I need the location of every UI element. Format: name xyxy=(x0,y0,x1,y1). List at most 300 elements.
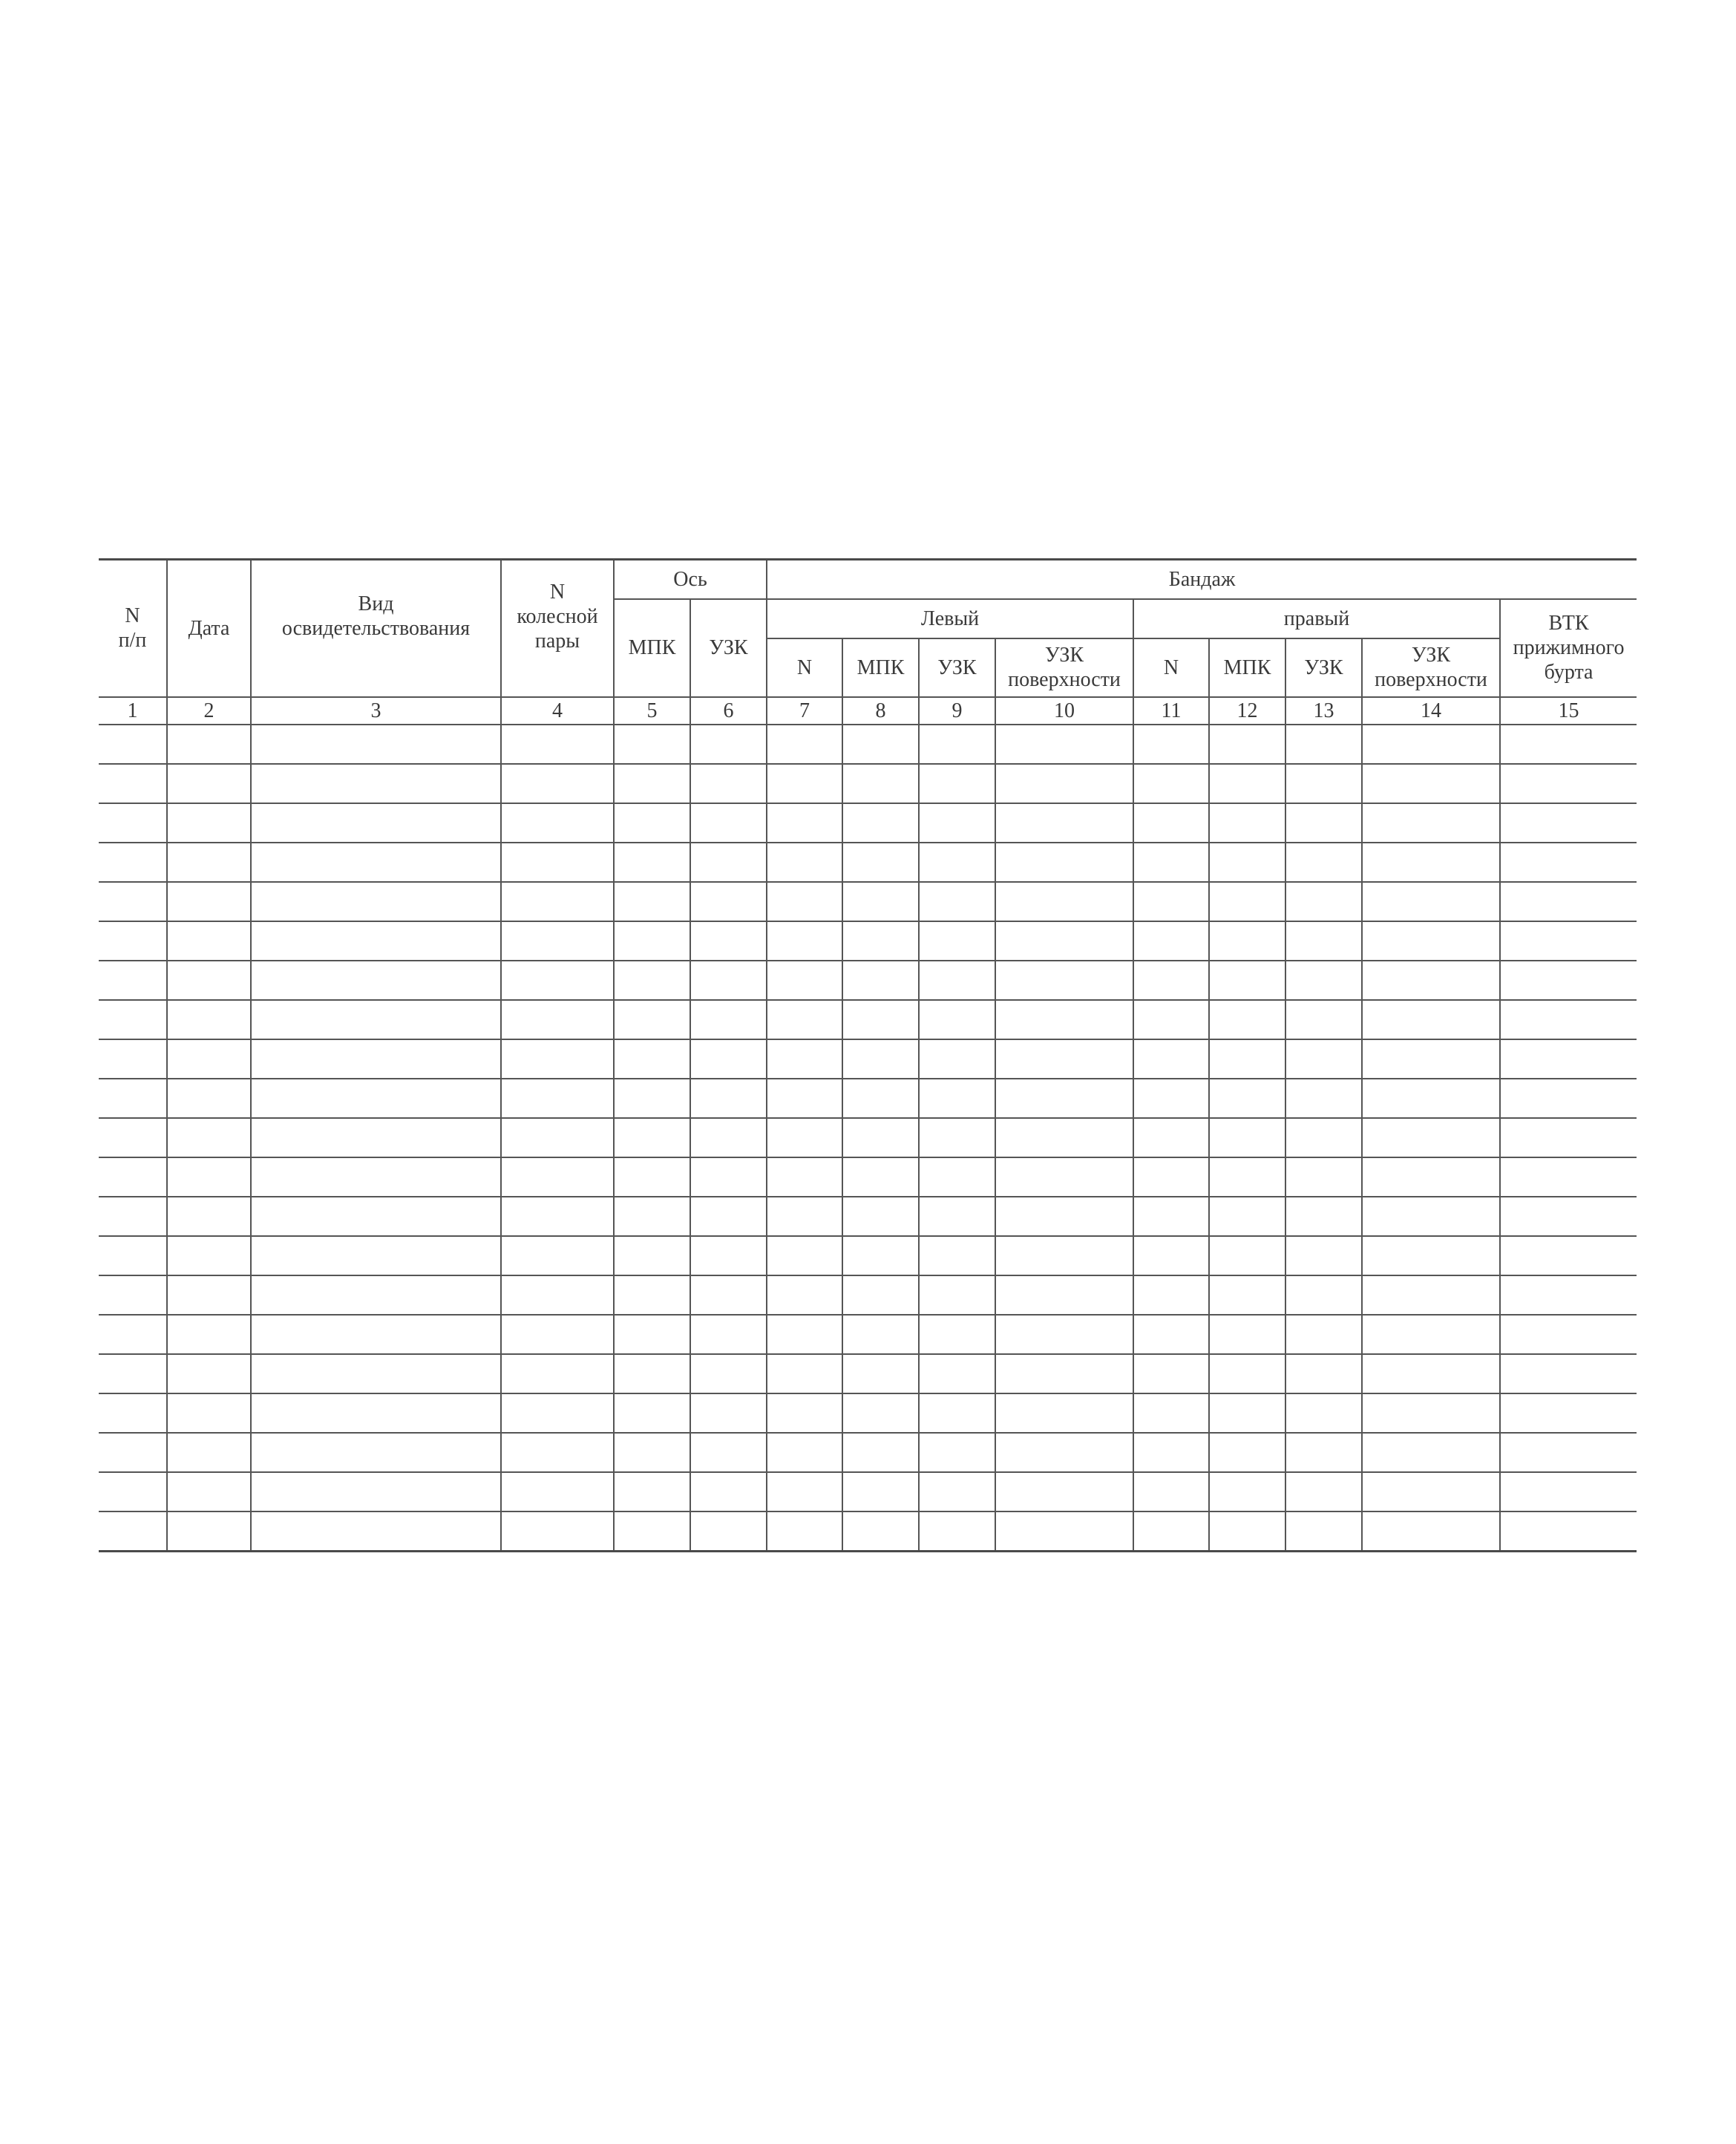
table-cell xyxy=(842,1433,919,1472)
table-cell xyxy=(690,882,767,921)
header-n-pp xyxy=(99,560,167,697)
table-cell xyxy=(767,1393,842,1433)
table-body xyxy=(99,725,1637,1552)
table-cell xyxy=(1362,1197,1500,1236)
table-cell xyxy=(919,1197,995,1236)
table-cell xyxy=(1133,1393,1209,1433)
header-wheelset-number-text: N колесной пары xyxy=(517,580,598,653)
table-cell xyxy=(1500,961,1637,1000)
table-cell xyxy=(919,1393,995,1433)
table-cell xyxy=(1209,1079,1285,1118)
table-cell xyxy=(995,1118,1133,1157)
table-cell xyxy=(167,1236,251,1275)
table-cell xyxy=(995,725,1133,764)
table-cell xyxy=(1362,843,1500,882)
table-cell xyxy=(1500,1000,1637,1039)
column-number-14: 14 xyxy=(1362,697,1500,725)
table-cell xyxy=(1133,1236,1209,1275)
table-cell xyxy=(842,843,919,882)
table-cell xyxy=(1133,1039,1209,1079)
table-cell xyxy=(842,882,919,921)
header-left-uzk xyxy=(919,638,995,697)
table-cell xyxy=(1133,1157,1209,1197)
table-cell xyxy=(690,961,767,1000)
table-cell xyxy=(1209,803,1285,843)
table-cell xyxy=(167,764,251,803)
header-left-n xyxy=(767,638,842,697)
table-cell xyxy=(99,1157,167,1197)
table-cell xyxy=(1133,1315,1209,1354)
table-cell xyxy=(614,1236,690,1275)
column-number-11: 11 xyxy=(1133,697,1209,725)
table-cell xyxy=(1209,1393,1285,1433)
table-cell xyxy=(501,1079,614,1118)
table-cell xyxy=(995,1157,1133,1197)
table-cell xyxy=(1362,1118,1500,1157)
table-cell xyxy=(842,1511,919,1552)
column-number-15: 15 xyxy=(1500,697,1637,725)
table-cell xyxy=(614,961,690,1000)
table-cell xyxy=(614,1511,690,1552)
table-cell xyxy=(1362,725,1500,764)
table-cell xyxy=(995,1275,1133,1315)
header-vtk xyxy=(1500,599,1637,697)
table-cell xyxy=(1133,1511,1209,1552)
table-cell xyxy=(1500,1197,1637,1236)
table-cell xyxy=(995,1472,1133,1511)
table-cell xyxy=(1209,1118,1285,1157)
table-cell xyxy=(1285,1079,1362,1118)
table-row xyxy=(99,1118,1637,1157)
table-cell xyxy=(1500,1118,1637,1157)
table-cell xyxy=(99,803,167,843)
table-cell xyxy=(251,764,501,803)
table-cell xyxy=(690,1079,767,1118)
header-axle-uzk xyxy=(690,599,767,697)
header-right-text: правый xyxy=(1283,607,1350,630)
table-cell xyxy=(501,1236,614,1275)
table-cell xyxy=(167,1315,251,1354)
table-cell xyxy=(167,803,251,843)
table-cell xyxy=(251,803,501,843)
table-cell xyxy=(1209,1197,1285,1236)
table-cell xyxy=(919,1157,995,1197)
table-cell xyxy=(842,1039,919,1079)
table-cell xyxy=(501,1039,614,1079)
table-cell xyxy=(614,1315,690,1354)
table-cell xyxy=(501,1511,614,1552)
table-cell xyxy=(167,1393,251,1433)
column-number-8: 8 xyxy=(842,697,919,725)
table-cell xyxy=(167,1354,251,1393)
table-cell xyxy=(501,1157,614,1197)
table-cell xyxy=(501,921,614,961)
table-cell xyxy=(99,725,167,764)
table-cell xyxy=(1133,764,1209,803)
table-cell xyxy=(1500,1354,1637,1393)
table-cell xyxy=(1362,882,1500,921)
header-left-uzk-text: УЗК xyxy=(937,656,977,679)
table-cell xyxy=(690,1236,767,1275)
table-cell xyxy=(1362,764,1500,803)
table-cell xyxy=(1285,764,1362,803)
table-row xyxy=(99,843,1637,882)
table-cell xyxy=(1285,1039,1362,1079)
table-row xyxy=(99,1079,1637,1118)
table-cell xyxy=(501,1393,614,1433)
table-cell xyxy=(842,1393,919,1433)
table-cell xyxy=(995,882,1133,921)
table-cell xyxy=(1285,1275,1362,1315)
header-vtk-text: ВТК прижимного бурта xyxy=(1513,612,1625,684)
table-cell xyxy=(1133,1118,1209,1157)
table-cell xyxy=(1500,1236,1637,1275)
table-cell xyxy=(1500,803,1637,843)
table-cell xyxy=(919,1000,995,1039)
table-cell xyxy=(1133,961,1209,1000)
table-cell xyxy=(251,1236,501,1275)
table-cell xyxy=(995,1315,1133,1354)
table-cell xyxy=(1209,1354,1285,1393)
header-right-uzk-surface-text: УЗК поверхности xyxy=(1375,644,1487,691)
table-cell xyxy=(1362,921,1500,961)
table-cell xyxy=(1362,1511,1500,1552)
table-cell xyxy=(995,1197,1133,1236)
table-cell xyxy=(767,1433,842,1472)
table-cell xyxy=(842,961,919,1000)
table-cell xyxy=(167,1079,251,1118)
table-cell xyxy=(842,1472,919,1511)
table-cell xyxy=(767,961,842,1000)
table-row xyxy=(99,882,1637,921)
table-cell xyxy=(919,803,995,843)
column-number-2: 2 xyxy=(167,697,251,725)
table-cell xyxy=(767,1000,842,1039)
table-cell xyxy=(501,1472,614,1511)
table-cell xyxy=(767,1354,842,1393)
table-cell xyxy=(251,1118,501,1157)
column-number-12: 12 xyxy=(1209,697,1285,725)
table-cell xyxy=(767,843,842,882)
table-cell xyxy=(614,1079,690,1118)
table-cell xyxy=(1285,1118,1362,1157)
table-cell xyxy=(995,1511,1133,1552)
header-right xyxy=(1133,599,1500,638)
table-row xyxy=(99,1000,1637,1039)
table-cell xyxy=(767,921,842,961)
table-row xyxy=(99,921,1637,961)
table-cell xyxy=(1209,725,1285,764)
table-cell xyxy=(614,1354,690,1393)
table-cell xyxy=(919,725,995,764)
table-cell xyxy=(1285,1315,1362,1354)
inspection-log-table xyxy=(99,558,1637,1552)
header-date-text: Дата xyxy=(188,616,230,640)
table-cell xyxy=(1285,843,1362,882)
table-cell xyxy=(1362,1157,1500,1197)
header-left-mpk-text: МПК xyxy=(856,656,905,679)
table-cell xyxy=(99,1197,167,1236)
table-cell xyxy=(251,843,501,882)
table-row xyxy=(99,1236,1637,1275)
table-cell xyxy=(1209,1472,1285,1511)
table-cell xyxy=(1209,1315,1285,1354)
table-cell xyxy=(99,961,167,1000)
table-cell xyxy=(251,961,501,1000)
table-cell xyxy=(167,921,251,961)
table-cell xyxy=(167,1197,251,1236)
table-cell xyxy=(167,725,251,764)
table-cell xyxy=(690,1511,767,1552)
table-cell xyxy=(842,1315,919,1354)
table-cell xyxy=(919,1039,995,1079)
table-cell xyxy=(919,921,995,961)
table-cell xyxy=(842,1354,919,1393)
table-cell xyxy=(1285,882,1362,921)
table-cell xyxy=(1285,1511,1362,1552)
header-left-uzk-surface xyxy=(995,638,1133,697)
table-cell xyxy=(1500,1511,1637,1552)
table-cell xyxy=(1285,1433,1362,1472)
table-cell xyxy=(1285,921,1362,961)
table-cell xyxy=(251,1275,501,1315)
table-cell xyxy=(1209,764,1285,803)
table-cell xyxy=(501,882,614,921)
table-row xyxy=(99,764,1637,803)
table-cell xyxy=(690,1433,767,1472)
table-cell xyxy=(1285,1354,1362,1393)
table-cell xyxy=(1362,1393,1500,1433)
table-row xyxy=(99,1157,1637,1197)
table-cell xyxy=(251,1354,501,1393)
table-cell xyxy=(1285,1393,1362,1433)
table-cell xyxy=(251,1315,501,1354)
header-axle-text: Ось xyxy=(673,567,707,591)
column-number-13: 13 xyxy=(1285,697,1362,725)
table-cell xyxy=(1362,1000,1500,1039)
table-cell xyxy=(1362,1315,1500,1354)
table-cell xyxy=(99,764,167,803)
table-cell xyxy=(1209,1236,1285,1275)
table-cell xyxy=(501,803,614,843)
table-cell xyxy=(767,803,842,843)
table-cell xyxy=(1285,1157,1362,1197)
column-number-9: 9 xyxy=(919,697,995,725)
table-cell xyxy=(99,1315,167,1354)
header-right-n-text: N xyxy=(1163,656,1179,679)
table-cell xyxy=(167,1472,251,1511)
header-tire xyxy=(767,560,1637,599)
table-cell xyxy=(767,1079,842,1118)
table-cell xyxy=(767,1157,842,1197)
table-cell xyxy=(1500,764,1637,803)
table-cell xyxy=(919,1118,995,1157)
table-cell xyxy=(995,843,1133,882)
column-number-row xyxy=(99,697,1637,725)
header-axle xyxy=(614,560,767,599)
table-row xyxy=(99,1433,1637,1472)
table-cell xyxy=(1285,725,1362,764)
table-cell xyxy=(919,1079,995,1118)
table-cell xyxy=(690,1157,767,1197)
table-row xyxy=(99,1197,1637,1236)
table-cell xyxy=(1362,1354,1500,1393)
table-cell xyxy=(167,1039,251,1079)
table-cell xyxy=(1133,1079,1209,1118)
table-cell xyxy=(995,1000,1133,1039)
table-cell xyxy=(1500,843,1637,882)
table-cell xyxy=(501,1315,614,1354)
table-cell xyxy=(842,725,919,764)
table-cell xyxy=(1285,1197,1362,1236)
table-cell xyxy=(995,1393,1133,1433)
table-cell xyxy=(251,921,501,961)
table-row xyxy=(99,725,1637,764)
table-row xyxy=(99,1315,1637,1354)
table-cell xyxy=(251,1472,501,1511)
header-left-mpk xyxy=(842,638,919,697)
table-cell xyxy=(501,1354,614,1393)
table-cell xyxy=(1362,1236,1500,1275)
header-inspection-type-text: Вид освидетельствования xyxy=(281,592,471,641)
table-cell xyxy=(995,961,1133,1000)
table-cell xyxy=(167,843,251,882)
table-cell xyxy=(167,882,251,921)
table-cell xyxy=(919,843,995,882)
table-cell xyxy=(1500,1433,1637,1472)
table-cell xyxy=(99,1236,167,1275)
table-cell xyxy=(842,921,919,961)
table-cell xyxy=(995,1039,1133,1079)
table-cell xyxy=(690,1354,767,1393)
table-cell xyxy=(1133,1433,1209,1472)
table-cell xyxy=(251,1157,501,1197)
table-cell xyxy=(919,1472,995,1511)
table-cell xyxy=(1500,1315,1637,1354)
table-cell xyxy=(251,1197,501,1236)
table-cell xyxy=(1362,1433,1500,1472)
header-tire-text: Бандаж xyxy=(1168,567,1236,591)
column-number-3: 3 xyxy=(251,697,501,725)
column-number-5: 5 xyxy=(614,697,690,725)
table-cell xyxy=(251,725,501,764)
table-cell xyxy=(614,764,690,803)
table-cell xyxy=(690,1315,767,1354)
table-cell xyxy=(690,1275,767,1315)
column-number-4: 4 xyxy=(501,697,614,725)
table-cell xyxy=(690,843,767,882)
table-cell xyxy=(1285,1472,1362,1511)
header-left-n-text: N xyxy=(796,656,813,679)
table-cell xyxy=(1500,1079,1637,1118)
table-cell xyxy=(767,1118,842,1157)
table-cell xyxy=(99,1433,167,1472)
table-cell xyxy=(1500,1393,1637,1433)
table-cell xyxy=(167,1118,251,1157)
table-cell xyxy=(1285,1000,1362,1039)
table-cell xyxy=(1209,961,1285,1000)
table-cell xyxy=(767,1236,842,1275)
table-cell xyxy=(1209,1433,1285,1472)
table-cell xyxy=(167,1275,251,1315)
table-cell xyxy=(1362,1039,1500,1079)
table-cell xyxy=(842,1275,919,1315)
table-cell xyxy=(167,1000,251,1039)
table-cell xyxy=(614,1197,690,1236)
table-cell xyxy=(919,882,995,921)
header-axle-mpk xyxy=(614,599,690,697)
table-cell xyxy=(614,921,690,961)
table-cell xyxy=(767,1472,842,1511)
table-cell xyxy=(690,1000,767,1039)
table-cell xyxy=(995,1433,1133,1472)
table-cell xyxy=(167,1433,251,1472)
table-cell xyxy=(167,961,251,1000)
table-cell xyxy=(614,1433,690,1472)
header-wheelset-number xyxy=(501,560,614,697)
header-inspection-type xyxy=(251,560,501,697)
table-cell xyxy=(251,1393,501,1433)
table-cell xyxy=(501,725,614,764)
table-cell xyxy=(501,843,614,882)
table-cell xyxy=(501,1433,614,1472)
table-cell xyxy=(501,1275,614,1315)
table-cell xyxy=(995,921,1133,961)
header-left xyxy=(767,599,1133,638)
table-cell xyxy=(995,1236,1133,1275)
table-cell xyxy=(251,882,501,921)
table-cell xyxy=(767,1511,842,1552)
table-cell xyxy=(690,725,767,764)
table-cell xyxy=(1362,1079,1500,1118)
table-cell xyxy=(919,1315,995,1354)
table-row xyxy=(99,961,1637,1000)
table-row xyxy=(99,1275,1637,1315)
table-cell xyxy=(995,803,1133,843)
header-right-mpk xyxy=(1209,638,1285,697)
table-cell xyxy=(1500,921,1637,961)
table-cell xyxy=(767,1197,842,1236)
table-cell xyxy=(1209,882,1285,921)
table-cell xyxy=(251,1433,501,1472)
table-cell xyxy=(99,1354,167,1393)
table-cell xyxy=(767,725,842,764)
table-cell xyxy=(99,1118,167,1157)
table-cell xyxy=(1133,725,1209,764)
header-right-n xyxy=(1133,638,1209,697)
table-cell xyxy=(842,1236,919,1275)
table-cell xyxy=(251,1079,501,1118)
table-cell xyxy=(614,1118,690,1157)
table-cell xyxy=(1209,1511,1285,1552)
table-cell xyxy=(1209,921,1285,961)
table-cell xyxy=(501,1000,614,1039)
table-cell xyxy=(767,882,842,921)
table-cell xyxy=(919,1433,995,1472)
table-cell xyxy=(919,961,995,1000)
header-axle-uzk-text: УЗК xyxy=(709,636,748,659)
table-cell xyxy=(1209,843,1285,882)
table-cell xyxy=(919,1511,995,1552)
header-right-uzk-text: УЗК xyxy=(1304,656,1343,679)
table-cell xyxy=(842,1079,919,1118)
table-cell xyxy=(99,1511,167,1552)
table-cell xyxy=(1133,1000,1209,1039)
table-cell xyxy=(919,1236,995,1275)
table-cell xyxy=(919,1354,995,1393)
header-right-uzk-surface xyxy=(1362,638,1500,697)
header-right-uzk xyxy=(1285,638,1362,697)
